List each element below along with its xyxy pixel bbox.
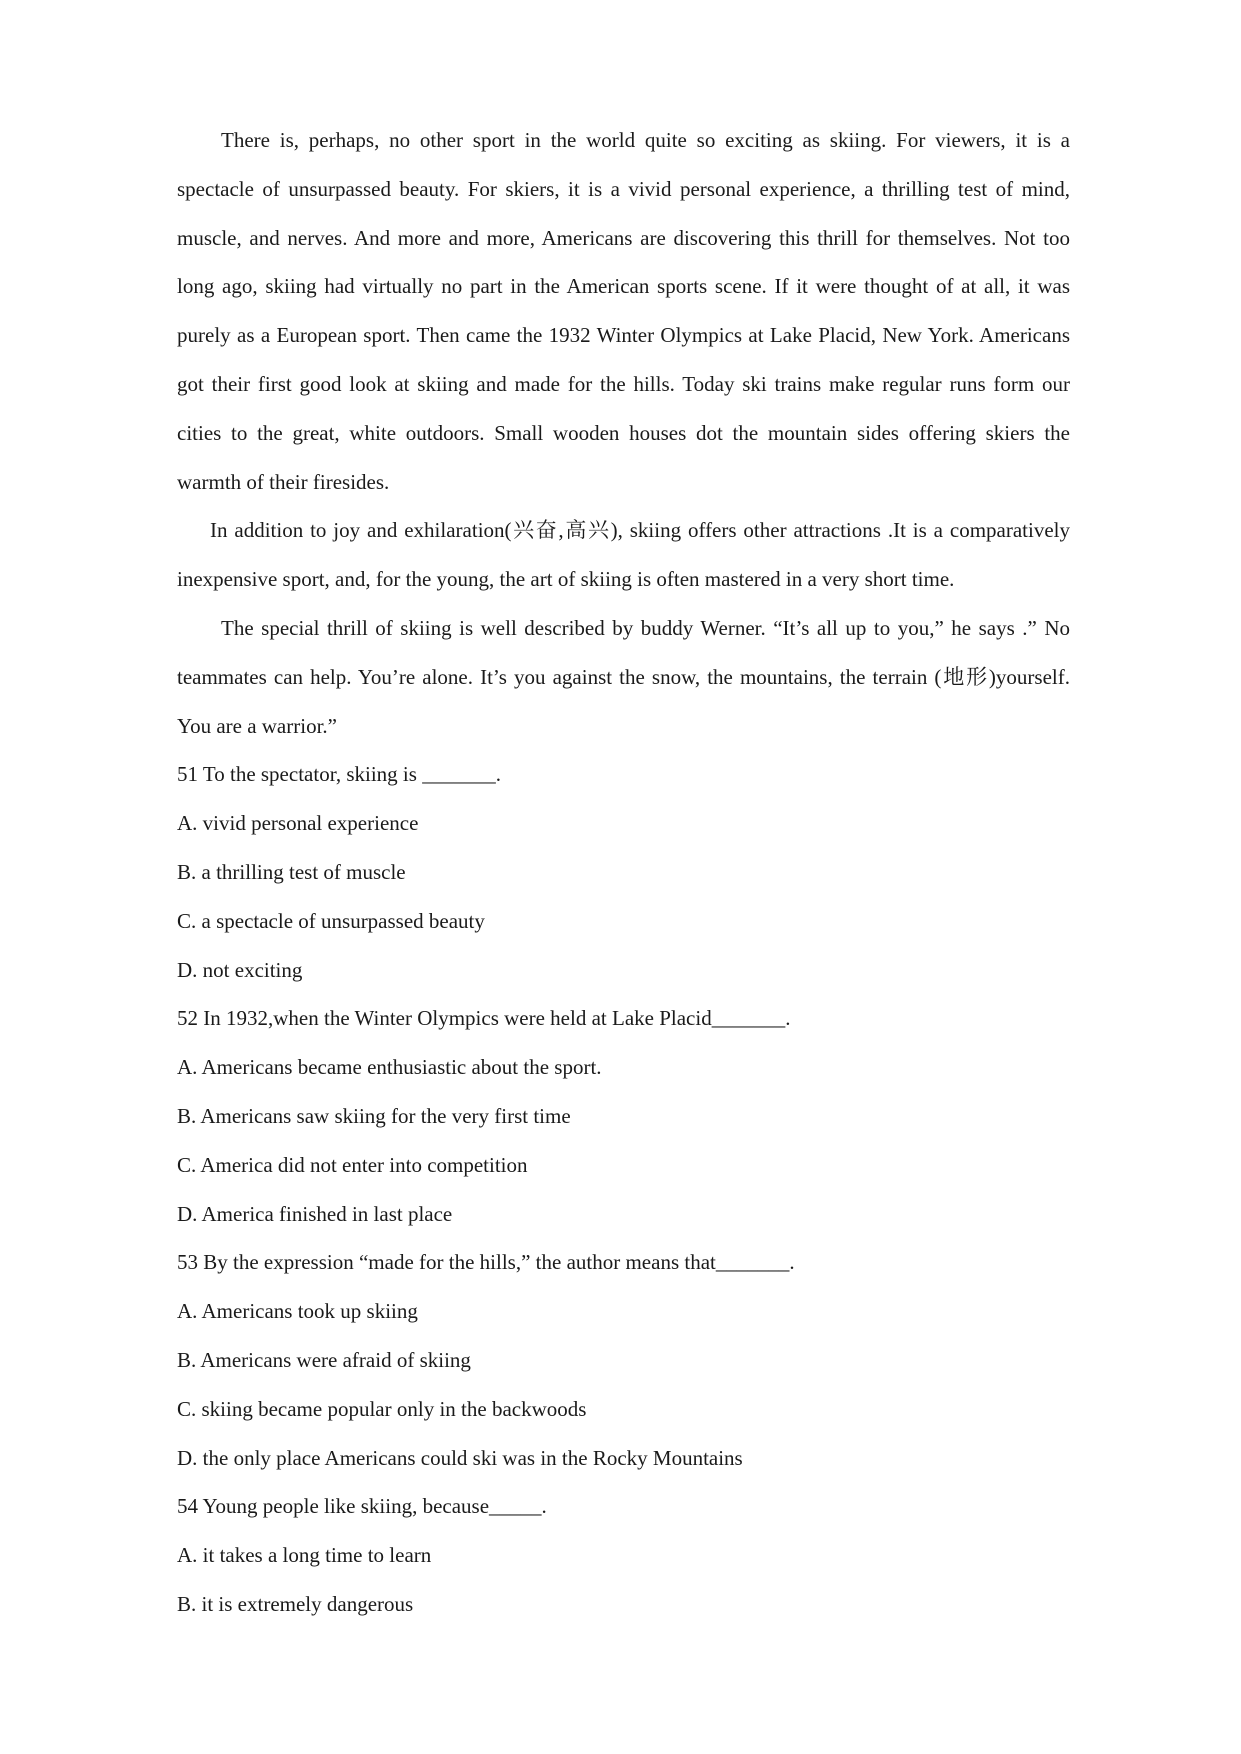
option-b: B. Americans saw skiing for the very first time <box>177 1103 571 1128</box>
passage-paragraph-1: There is, perhaps, no other sport in the world quite so exciting as skiing. For viewers, it is a spectacle of unsurpassed beauty. For skiers, it is a vivid personal experience, a thrilling test of mind, muscle, and nerves. And more and more, Americans are discovering this thrill for themselves. Not too long ago, skiing had virtually no part in the American sports scene. If it were thought of at all, it was purely as a European sport. Then came the 1932 Winter Olympics at Lake Placid, New York. Americans got their first good look at skiing and made for the hills. Today ski trains make regular runs form our cities to the great, white outdoors. Small wooden houses dot the mountain sides offering skiers the warmth of their firesides. <box>177 128 1070 494</box>
question-stem: 54 Young people like skiing, because_____. <box>177 1494 547 1519</box>
option-a: A. Americans took up skiing <box>177 1299 418 1324</box>
option-b: B. it is extremely dangerous <box>177 1591 414 1616</box>
option-c: C. a spectacle of unsurpassed beauty <box>177 908 485 933</box>
option-d: D. not exciting <box>177 957 303 982</box>
question-stem: 51 To the spectator, skiing is _______. <box>177 762 501 787</box>
document-page <box>177 116 1070 1629</box>
option-a: A. vivid personal experience <box>177 811 419 836</box>
question-51 <box>177 750 1070 994</box>
question-stem: 52 In 1932,when the Winter Olympics were held at Lake Placid_______. <box>177 1006 791 1031</box>
question-53 <box>177 1238 1070 1482</box>
option-d: D. America finished in last place <box>177 1201 453 1226</box>
passage-paragraph-3: The special thrill of skiing is well described by buddy Werner. “It’s all up to you,” he says .” No teammates can help. You’re alone. It’s you against the snow, the mountains, the terrain (地形)yourself. You are a warrior.” <box>177 615 1070 738</box>
option-a: A. Americans became enthusiastic about the sport. <box>177 1055 602 1080</box>
question-52 <box>177 994 1070 1238</box>
question-stem: 53 By the expression “made for the hills,” the author means that_______. <box>177 1250 795 1275</box>
question-54 <box>177 1482 1070 1628</box>
option-a: A. it takes a long time to learn <box>177 1543 432 1568</box>
option-b: B. a thrilling test of muscle <box>177 859 406 884</box>
passage-paragraph-2: In addition to joy and exhilaration(兴奋,高兴), skiing offers other attractions .It is a comparatively inexpensive sport, and, for the young, the art of skiing is often mastered in a very short time. <box>177 518 1070 592</box>
option-d: D. the only place Americans could ski was in the Rocky Mountains <box>177 1445 743 1470</box>
option-c: C. skiing became popular only in the backwoods <box>177 1396 587 1421</box>
option-c: C. America did not enter into competition <box>177 1152 528 1177</box>
option-b: B. Americans were afraid of skiing <box>177 1347 471 1372</box>
